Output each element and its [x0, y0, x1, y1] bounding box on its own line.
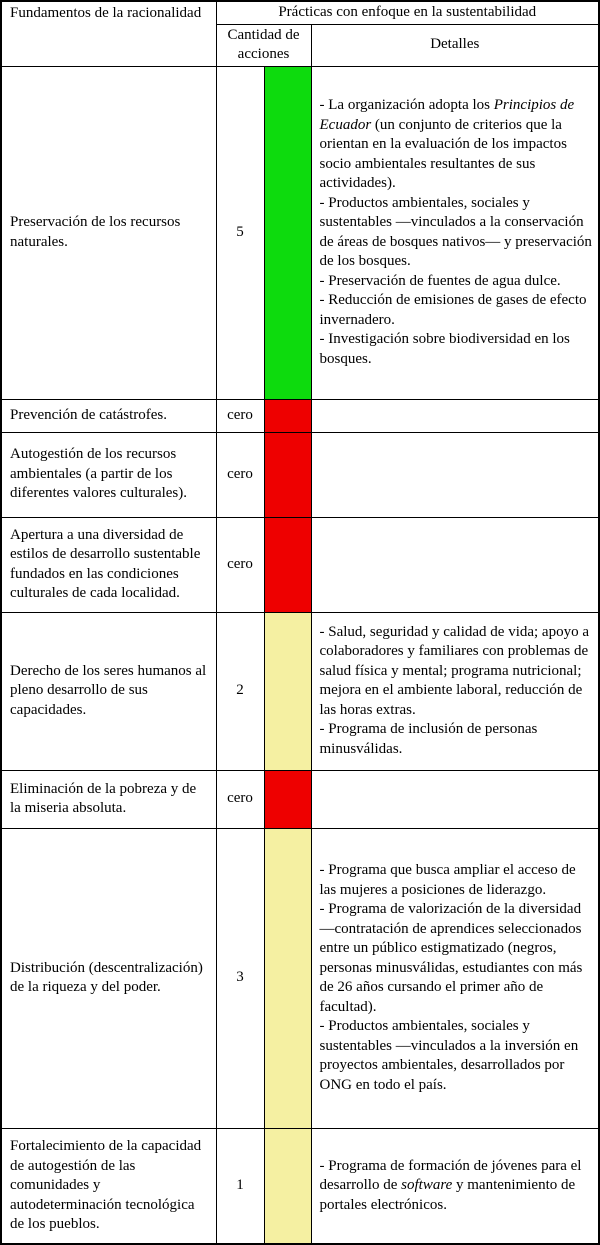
- detail-paragraph: [320, 194, 593, 272]
- detail-text: - Programa que busca ampliar el acceso de las mujeres a posiciones de liderazgo.: [319, 862, 576, 898]
- color-band: [264, 399, 311, 432]
- cantidad-cell: 5: [216, 66, 264, 399]
- color-band: [264, 432, 311, 517]
- header-detalles: Detalles: [311, 24, 599, 66]
- detail-text: - Investigación sobre biodiversidad en los bosques.: [319, 331, 570, 367]
- table-row: [1, 66, 599, 399]
- detalles-cell: [311, 612, 599, 770]
- fundamento-cell: Distribución (descentralización) de la riqueza y del poder.: [1, 828, 216, 1128]
- detalles-cell: [311, 1128, 599, 1244]
- color-band: [264, 1128, 311, 1244]
- detail-text: - Productos ambientales, sociales y sustentables —vinculados a la conservación de áreas de bosques nativos— y preservación de los bosques.: [319, 194, 592, 269]
- fundamento-cell: Derecho de los seres humanos al pleno desarrollo de sus capacidades.: [1, 612, 216, 770]
- detail-text: - La organización adopta los: [319, 97, 494, 113]
- table-row: [1, 517, 599, 612]
- fundamento-cell: Prevención de catástrofes.: [1, 399, 216, 432]
- color-band: [264, 828, 311, 1128]
- cantidad-cell: cero: [216, 770, 264, 828]
- detail-text: - Productos ambientales, sociales y sustentables —vinculados a la inversión en proyectos ambientales, desarrollados por ONG en todo el país.: [319, 1018, 579, 1093]
- header-row-top: [1, 1, 599, 24]
- detail-text: - Salud, seguridad y calidad de vida; apoyo a colaboradores y familiares con problemas de salud física y mental; programa nutricional; mejora en el ambiente laboral, reducción de las horas extras.: [319, 623, 590, 718]
- table-row: [1, 432, 599, 517]
- detail-paragraph: [320, 861, 593, 900]
- color-band: [264, 517, 311, 612]
- table-row: [1, 770, 599, 828]
- detalles-cell: [311, 66, 599, 399]
- detail-paragraph: [320, 96, 593, 194]
- table-row: [1, 1128, 599, 1244]
- detail-text: y mantenimiento de portales electrónicos.: [319, 1177, 576, 1213]
- cantidad-cell: cero: [216, 432, 264, 517]
- fundamento-cell: Eliminación de la pobreza y de la miseria absoluta.: [1, 770, 216, 828]
- detail-text: - Programa de formación de jóvenes para el desarrollo de: [319, 1157, 582, 1193]
- header-cantidad-acciones: Cantidad de acciones: [216, 24, 311, 66]
- detalles-cell: [311, 432, 599, 517]
- detail-text: - Preservación de fuentes de agua dulce.: [319, 272, 561, 289]
- detalles-cell: [311, 828, 599, 1128]
- detail-text: - Programa de inclusión de personas minusválidas.: [319, 721, 538, 757]
- cantidad-cell: 3: [216, 828, 264, 1128]
- detail-paragraph: [320, 1157, 593, 1216]
- fundamento-cell: Preservación de los recursos naturales.: [1, 66, 216, 399]
- detail-paragraph: [320, 1017, 593, 1095]
- fundamento-cell: Apertura a una diversidad de estilos de desarrollo sustentable fundados en las condiciones culturales de cada localidad.: [1, 517, 216, 612]
- detail-paragraph: [320, 330, 593, 369]
- detail-paragraph: [320, 900, 593, 1017]
- cantidad-cell: 2: [216, 612, 264, 770]
- detail-paragraph: [320, 291, 593, 330]
- detalles-cell: [311, 399, 599, 432]
- fundamento-cell: Fortalecimiento de la capacidad de autogestión de las comunidades y autodeterminación tecnológica de los pueblos.: [1, 1128, 216, 1244]
- detalles-cell: [311, 770, 599, 828]
- detail-text: - Reducción de emisiones de gases de efecto invernadero.: [319, 292, 587, 328]
- detail-paragraph: [320, 272, 593, 292]
- header-fundamentos: Fundamentos de la racionalidad: [1, 1, 216, 66]
- table-row: [1, 828, 599, 1128]
- detail-text: (un conjunto de criterios que la orientan en la evaluación de los impactos socio ambientales resultantes de sus actividades).: [319, 116, 567, 191]
- color-band: [264, 66, 311, 399]
- cantidad-cell: cero: [216, 399, 264, 432]
- table-row: [1, 612, 599, 770]
- detail-text-italic: Principios de Ecuador: [319, 97, 575, 133]
- detalles-cell: [311, 517, 599, 612]
- cantidad-cell: 1: [216, 1128, 264, 1244]
- fundamento-cell: Autogestión de los recursos ambientales (a partir de los diferentes valores culturales).: [1, 432, 216, 517]
- detail-text-italic: software: [401, 1177, 453, 1193]
- detail-text: - Programa de valorización de la diversidad —contratación de aprendices seleccionados entre un público estigmatizado (negros, personas minusválidas, estudiantes con más de 26 años cursando el primer año de facultad).: [319, 901, 583, 1015]
- color-band: [264, 612, 311, 770]
- header-practicas: Prácticas con enfoque en la sustentabilidad: [216, 1, 599, 24]
- color-band: [264, 770, 311, 828]
- detail-paragraph: [320, 623, 593, 721]
- cantidad-cell: cero: [216, 517, 264, 612]
- table-row: [1, 399, 599, 432]
- detail-paragraph: [320, 720, 593, 759]
